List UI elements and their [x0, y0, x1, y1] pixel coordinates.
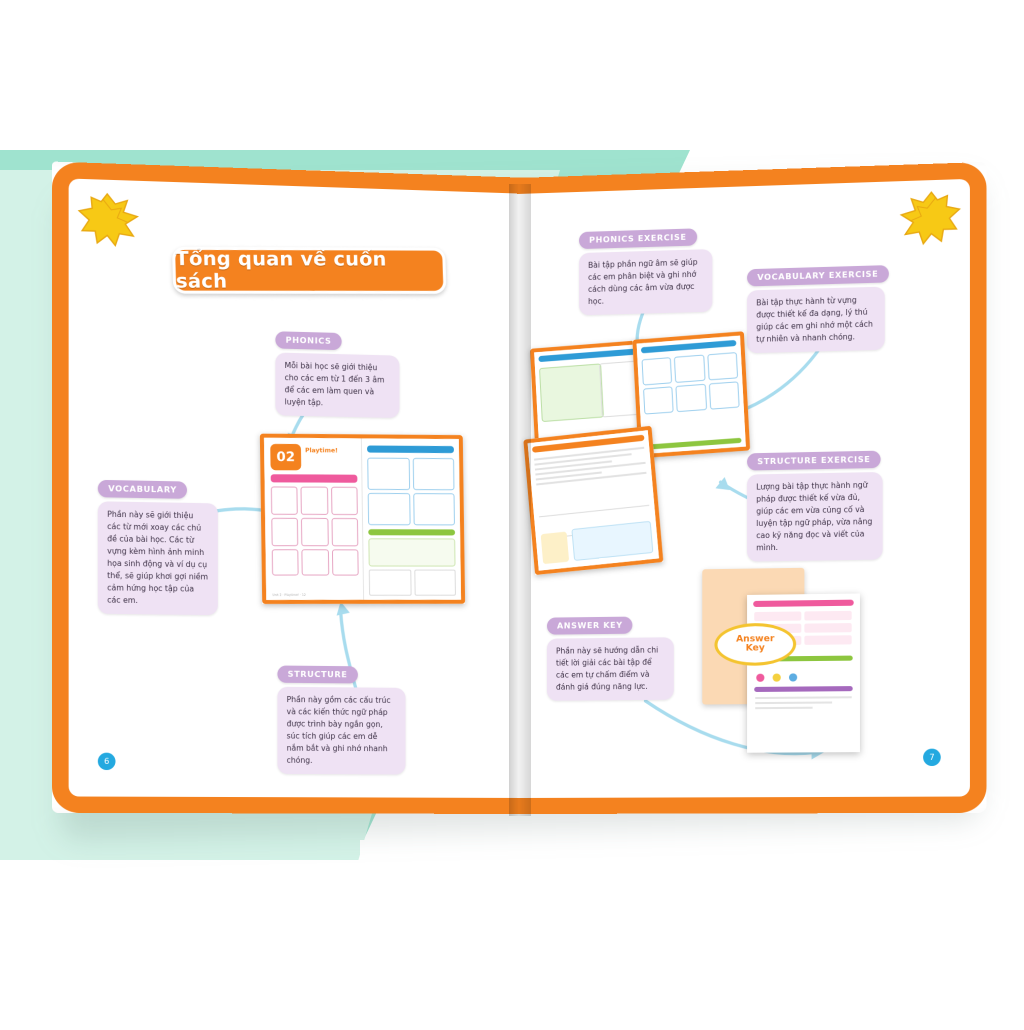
callout-answer-key-label: ANSWER KEY — [547, 617, 633, 635]
callout-structure-exercise-text: Lượng bài tập thực hành ngữ pháp được thiết kế vừa đủ, giúp các em vừa củng cố và luyện tập ngữ pháp, vừa nâng cao kỹ năng đọc và viết của mình. — [747, 472, 883, 562]
background-mask — [360, 840, 1024, 1030]
callout-phonics-label: PHONICS — [275, 331, 341, 350]
page-content-right — [517, 179, 970, 798]
callout-vocabulary — [98, 476, 218, 615]
answer-key-heading-line1: Answer — [736, 634, 775, 645]
callout-vocabulary-text: Phần này sẽ giới thiệu các từ mới xoay các chủ đề của bài học. Các từ vựng kèm hình ảnh minh họa sinh động và ví dụ cụ thể, sẽ giúp khơi gợi niềm cảm hứng học tập của các em. — [98, 501, 218, 615]
callout-phonics-text: Mỗi bài học sẽ giới thiệu cho các em từ 1 đến 3 âm để các em làm quen và luyện tập. — [275, 353, 399, 419]
callout-structure-label: STRUCTURE — [277, 666, 357, 684]
page-number-right: 7 — [923, 749, 941, 766]
book-page-right — [517, 162, 987, 814]
callout-phonics-exercise-text: Bài tập phần ngữ âm sẽ giúp các em phân biệt và ghi nhớ cách dùng các âm vừa được học. — [579, 249, 712, 315]
callout-vocabulary-label: VOCABULARY — [98, 480, 187, 499]
callout-vocabulary-exercise — [747, 261, 885, 353]
callout-phonics-exercise-label: PHONICS EXERCISE — [579, 228, 697, 249]
unit-number-badge: 02 — [270, 444, 301, 471]
callout-phonics-exercise — [579, 224, 712, 315]
callout-structure-exercise-label: STRUCTURE EXERCISE — [747, 451, 881, 471]
callout-vocabulary-exercise-label: VOCABULARY EXERCISE — [747, 265, 889, 286]
callout-vocabulary-exercise-text: Bài tập thực hành từ vựng được thiết kế đa dạng, lý thú giúp các em ghi nhớ một cách tự nhiên và nhanh chóng. — [747, 287, 885, 354]
page-title-text: Tổng quan về cuốn sách — [175, 247, 387, 293]
thumbnail-lesson-spread: 02 Playtime! Unit 2 · Playtime! · 12 — [260, 434, 465, 604]
callout-structure-text: Phần này gồm các cấu trúc và các kiến thức ngữ pháp được trình bày ngắn gọn, súc tích giúp các em dễ nắm bắt và ghi nhớ nhanh chóng. — [277, 687, 405, 775]
page-title — [172, 247, 447, 294]
page-number-left: 6 — [98, 753, 116, 770]
book-gutter — [509, 184, 531, 816]
callout-phonics — [275, 327, 399, 418]
thumbnail-structure-exercise — [523, 426, 663, 575]
book-page-left — [52, 162, 532, 814]
page-content-left — [69, 178, 532, 798]
callout-answer-key — [547, 612, 674, 701]
callout-answer-key-text: Phần này sẽ hướng dẫn chi tiết lời giải các bài tập để các em tự chấm điểm và đánh giá đúng năng lực. — [547, 637, 674, 701]
thumbnail-answer-key-card — [747, 593, 860, 752]
callout-structure — [277, 661, 405, 774]
maple-leaf-icon — [897, 187, 961, 246]
answer-key-heading-line2: Key — [745, 643, 765, 654]
maple-leaf-icon — [77, 189, 141, 248]
open-book — [62, 178, 974, 838]
unit-title: Playtime! — [305, 447, 338, 455]
callout-structure-exercise — [747, 447, 883, 562]
